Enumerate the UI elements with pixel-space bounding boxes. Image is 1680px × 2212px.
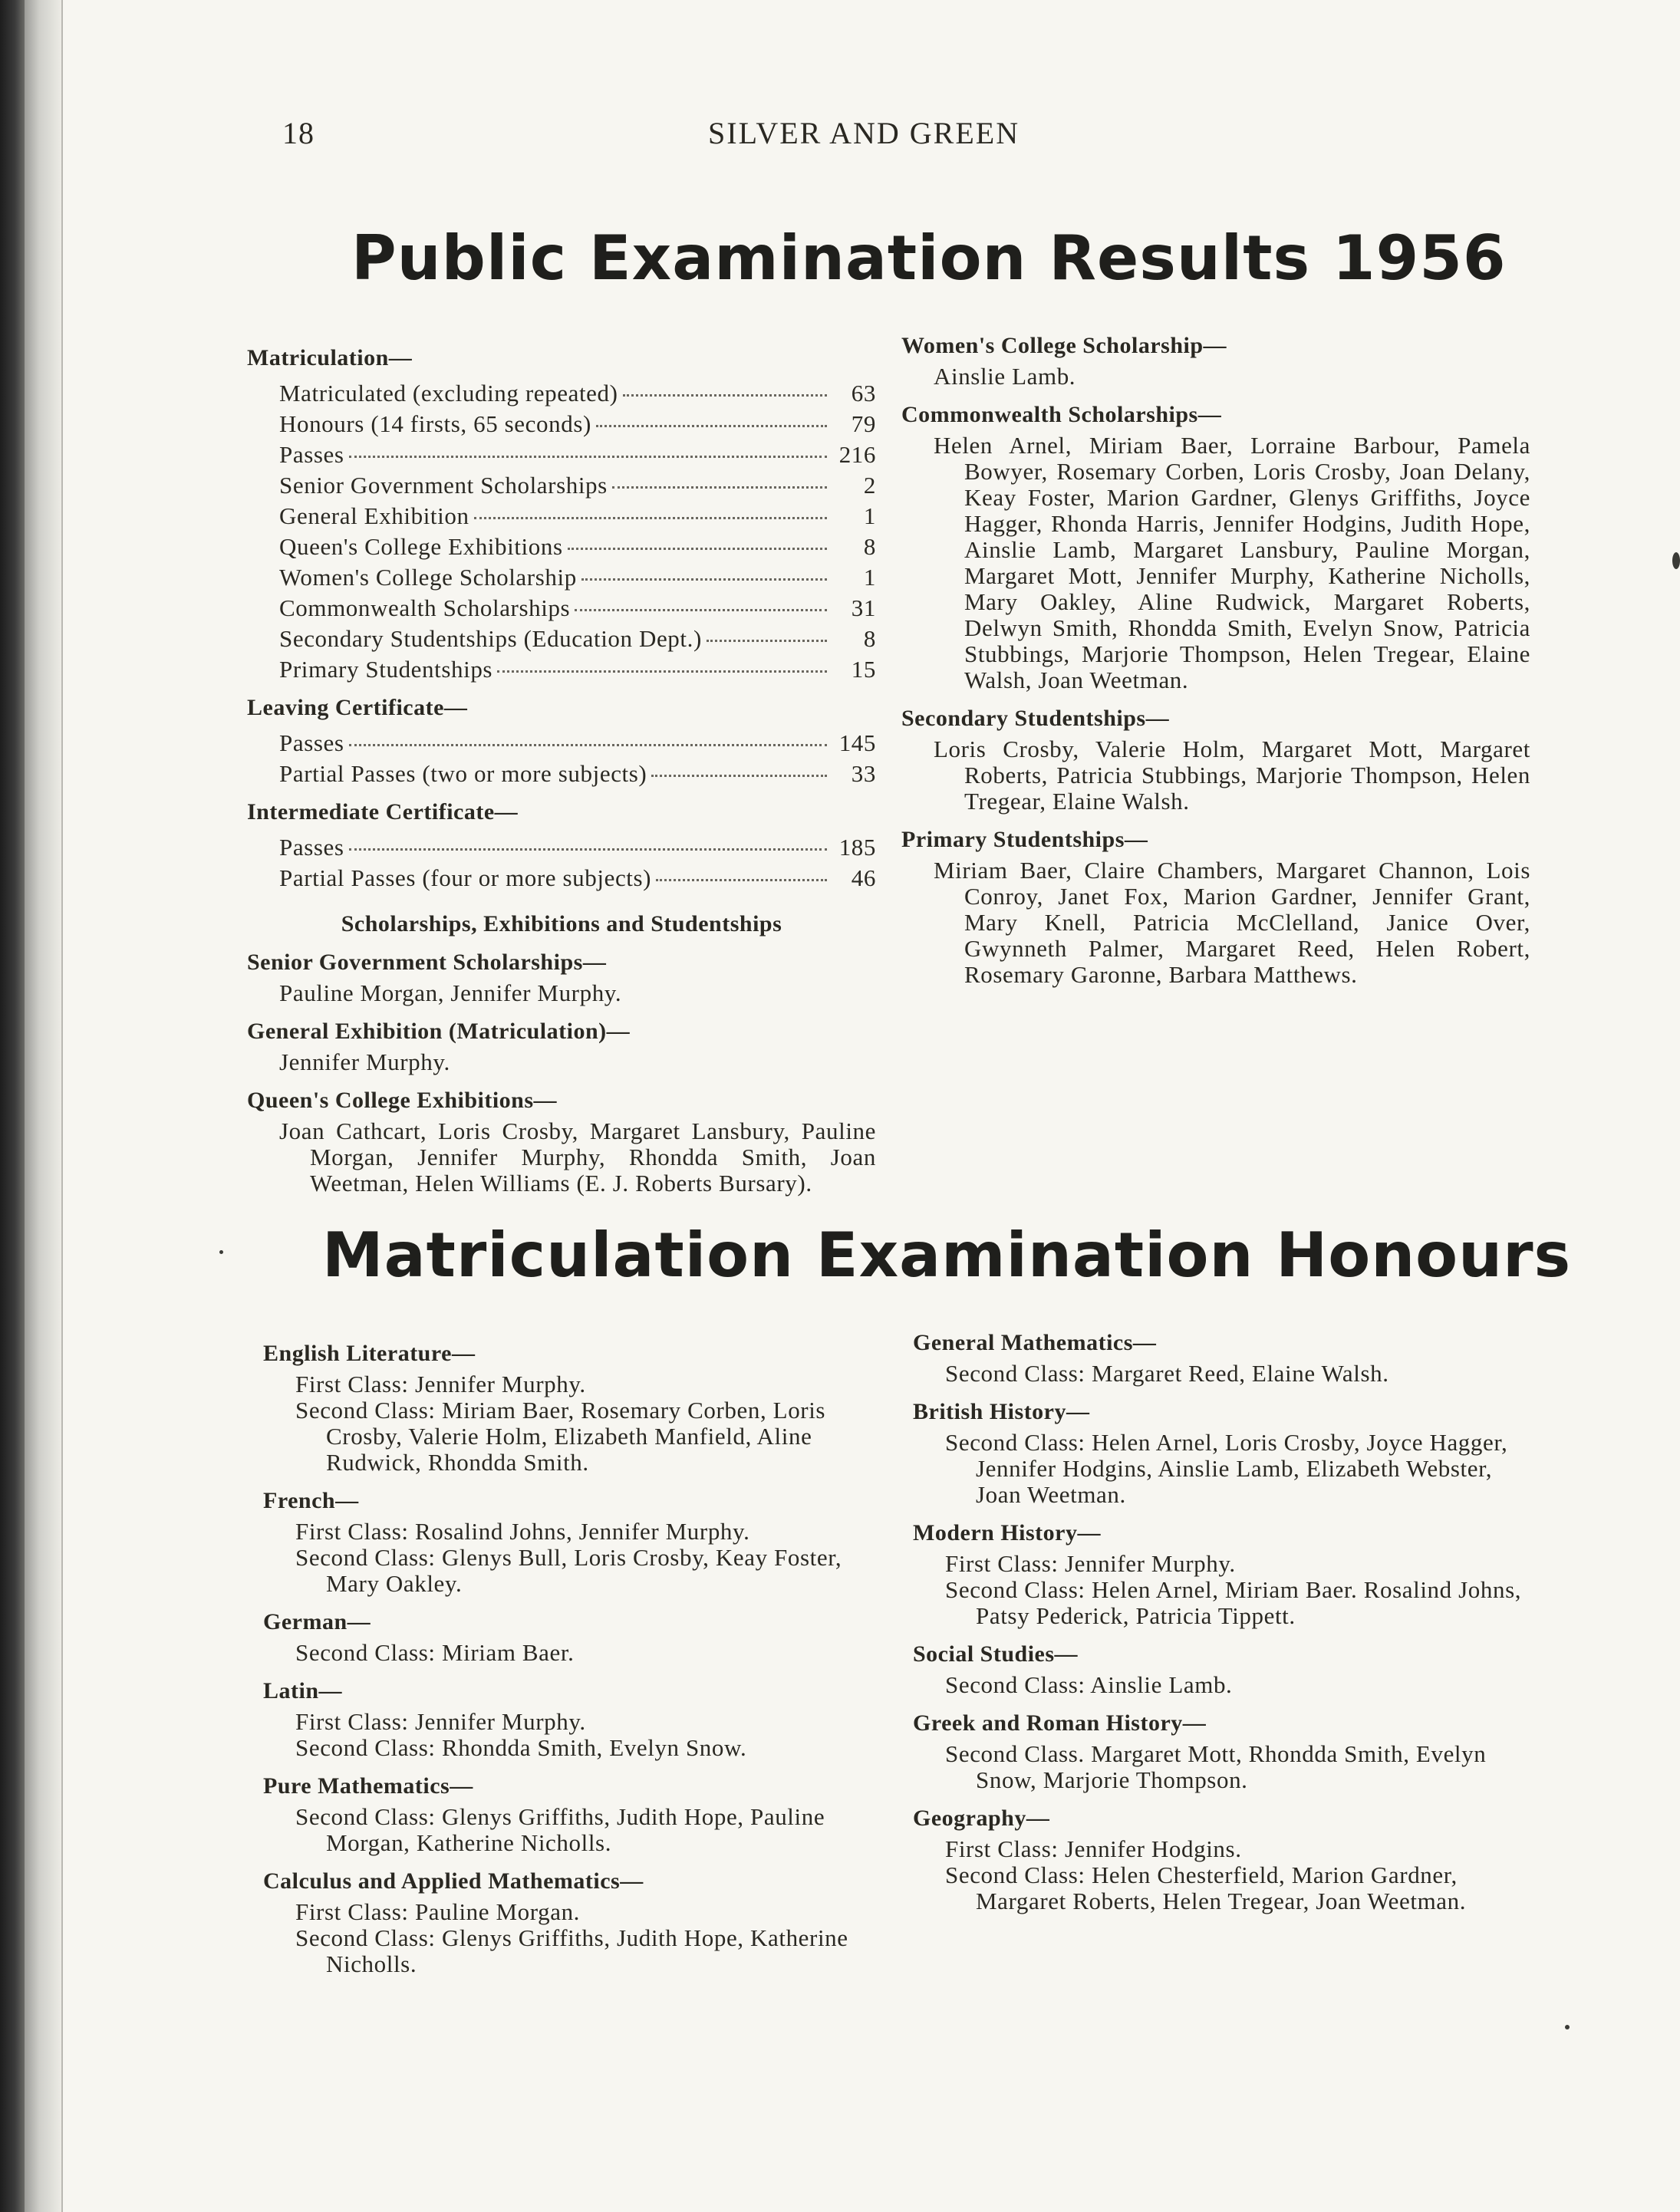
section-title-results: Public Examination Results 1956 xyxy=(351,222,1507,294)
row-value: 33 xyxy=(851,760,876,787)
leader-dots xyxy=(568,525,827,550)
first-class-line: First Class: Jennifer Murphy. xyxy=(295,1371,586,1397)
row-value: 2 xyxy=(863,472,876,499)
leaving-certificate-table xyxy=(247,726,876,787)
english-literature-heading: English Literature— xyxy=(263,1341,476,1366)
second-class-line: Second Class: Helen Chesterfield, Marion Gardner, Margaret Roberts, Helen Tregear, Joan Weetman. xyxy=(945,1861,1467,1914)
row-label: Senior Government Scholarships xyxy=(279,472,608,499)
page-mark xyxy=(219,1250,223,1254)
leader-dots xyxy=(349,721,827,746)
honours-column-left xyxy=(263,1341,886,1977)
first-class-line: First Class: Pauline Morgan. xyxy=(295,1898,581,1925)
row-label: Honours (14 firsts, 65 seconds) xyxy=(279,410,591,437)
leader-dots xyxy=(474,494,827,519)
matriculation-table xyxy=(247,376,876,683)
row-value: 31 xyxy=(851,594,876,621)
row-label: Women's College Scholarship xyxy=(279,564,577,591)
second-class-line: Second Class: Glenys Bull, Loris Crosby, Keay Foster, Mary Oakley. xyxy=(295,1544,842,1597)
page-edge-line xyxy=(61,0,63,2212)
second-class-line: Second Class: Glenys Griffiths, Judith Hope, Pauline Morgan, Katherine Nicholls. xyxy=(295,1803,825,1856)
greek-roman-history-heading: Greek and Roman History— xyxy=(913,1710,1207,1736)
general-mathematics-heading: General Mathematics— xyxy=(913,1330,1157,1355)
second-class-line: Second Class: Margaret Reed, Elaine Walsh. xyxy=(945,1360,1389,1387)
second-class-line: Second Class: Miriam Baer. xyxy=(295,1639,575,1666)
calculus-heading: Calculus and Applied Mathematics— xyxy=(263,1868,644,1894)
general-exhibition-names: Jennifer Murphy. xyxy=(279,1048,450,1075)
leaving-certificate-heading: Leaving Certificate— xyxy=(247,695,468,720)
british-history-heading: British History— xyxy=(913,1399,1090,1424)
row-label: Commonwealth Scholarships xyxy=(279,594,571,621)
row-value: 46 xyxy=(851,864,876,891)
page-mark xyxy=(1672,552,1680,569)
first-class-line: First Class: Jennifer Murphy. xyxy=(945,1550,1236,1577)
second-class-line: Second Class: Helen Arnel, Miriam Baer. Rosalind Johns, Patsy Pederick, Patricia Tippett. xyxy=(945,1576,1522,1629)
row-label: Primary Studentships xyxy=(279,656,493,683)
geography-heading: Geography— xyxy=(913,1805,1050,1831)
row-label: Matriculated (excluding repeated) xyxy=(279,380,618,407)
table-row xyxy=(279,861,876,891)
first-class-line: First Class: Rosalind Johns, Jennifer Murphy. xyxy=(295,1518,750,1545)
row-label: Passes xyxy=(279,729,344,756)
second-class-line: Second Class: Miriam Baer, Rosemary Corben, Loris Crosby, Valerie Holm, Elizabeth Manfield, Aline Rudwick, Rhondda Smith. xyxy=(295,1397,826,1476)
leader-dots xyxy=(575,586,827,611)
senior-government-heading: Senior Government Scholarships— xyxy=(247,950,607,975)
row-value: 145 xyxy=(838,729,876,756)
row-value: 63 xyxy=(851,380,876,407)
leader-dots xyxy=(581,555,827,581)
row-value: 216 xyxy=(838,441,876,468)
first-class-line: First Class: Jennifer Murphy. xyxy=(295,1708,586,1735)
section-title-honours: Matriculation Examination Honours xyxy=(322,1220,1572,1291)
row-value: 79 xyxy=(851,410,876,437)
table-row xyxy=(279,756,876,787)
row-label: Passes xyxy=(279,441,344,468)
row-label: Passes xyxy=(279,834,344,861)
modern-history-heading: Modern History— xyxy=(913,1520,1101,1545)
intermediate-certificate-heading: Intermediate Certificate— xyxy=(247,799,519,825)
honours-column-right xyxy=(913,1330,1530,1914)
latin-heading: Latin— xyxy=(263,1678,343,1703)
results-column-right xyxy=(901,333,1530,988)
row-label: General Exhibition xyxy=(279,502,469,529)
french-heading: French— xyxy=(263,1488,359,1513)
second-class-line: Second Class. Margaret Mott, Rhondda Smith, Evelyn Snow, Marjorie Thompson. xyxy=(945,1740,1487,1793)
row-value: 8 xyxy=(863,533,876,560)
results-column-left xyxy=(247,345,876,1197)
leader-dots xyxy=(651,752,827,777)
matriculation-heading: Matriculation— xyxy=(247,345,413,370)
leader-dots xyxy=(596,402,827,427)
pure-mathematics-heading: Pure Mathematics— xyxy=(263,1773,473,1799)
leader-dots xyxy=(349,433,827,458)
running-title: SILVER AND GREEN xyxy=(708,116,1020,150)
queens-college-names: Joan Cathcart, Loris Crosby, Margaret Lansbury, Pauline Morgan, Jennifer Murphy, Rhondda Smith, Joan Weetman, Helen Williams (E. J. Roberts Bursary). xyxy=(279,1118,876,1197)
primary-studentships-names: Miriam Baer, Claire Chambers, Margaret Channon, Lois Conroy, Janet Fox, Marion Gardner, Jennifer Grant, Mary Knell, Patricia McClelland, Janice Over, Gwynneth Palmer, Margaret Reed, Helen Robert, Rosemary Garonne, Barbara Matthews. xyxy=(934,857,1530,988)
senior-government-names: Pauline Morgan, Jennifer Murphy. xyxy=(279,979,622,1006)
row-value: 1 xyxy=(863,502,876,529)
page-stack-edge xyxy=(25,0,61,2212)
german-heading: German— xyxy=(263,1609,371,1634)
leader-dots xyxy=(623,371,827,397)
social-studies-heading: Social Studies— xyxy=(913,1641,1079,1667)
book-spine-shadow xyxy=(0,0,25,2212)
leader-dots xyxy=(656,856,827,881)
womens-college-heading: Women's College Scholarship— xyxy=(901,333,1227,358)
table-row xyxy=(279,652,876,683)
second-class-line: Second Class: Ainslie Lamb. xyxy=(945,1671,1233,1698)
row-label: Secondary Studentships (Education Dept.) xyxy=(279,625,702,652)
leader-dots xyxy=(349,825,827,851)
row-label: Partial Passes (two or more subjects) xyxy=(279,760,647,787)
row-label: Partial Passes (four or more subjects) xyxy=(279,864,652,891)
row-label: Queen's College Exhibitions xyxy=(279,533,563,560)
leader-dots xyxy=(497,647,827,673)
commonwealth-heading: Commonwealth Scholarships— xyxy=(901,402,1222,427)
primary-studentships-heading: Primary Studentships— xyxy=(901,827,1148,852)
leader-dots xyxy=(707,617,827,642)
secondary-studentships-names: Loris Crosby, Valerie Holm, Margaret Mott, Margaret Roberts, Patricia Stubbings, Marjorie Thompson, Helen Tregear, Elaine Walsh. xyxy=(934,736,1530,815)
intermediate-certificate-table xyxy=(247,830,876,891)
row-value: 15 xyxy=(851,656,876,683)
commonwealth-names: Helen Arnel, Miriam Baer, Lorraine Barbour, Pamela Bowyer, Rosemary Corben, Loris Crosby, Joan Delany, Keay Foster, Marion Gardner, Glenys Griffiths, Joyce Hagger, Rhonda Harris, Jennifer Hodgins, Judith Hope, Ainslie Lamb, Margaret Lansbury, Pauline Morgan, Margaret Mott, Jennifer Murphy, Katherine Nicholls, Mary Oakley, Aline Rudwick, Margaret Roberts, Delwyn Smith, Rhondda Smith, Evelyn Snow, Patricia Stubbings, Marjorie Thompson, Helen Tregear, Elaine Walsh, Joan Weetman. xyxy=(934,432,1530,693)
row-value: 185 xyxy=(838,834,876,861)
row-value: 1 xyxy=(863,564,876,591)
secondary-studentships-heading: Secondary Studentships— xyxy=(901,706,1170,731)
second-class-line: Second Class: Rhondda Smith, Evelyn Snow. xyxy=(295,1734,747,1761)
leader-dots xyxy=(612,463,827,489)
page-number: 18 xyxy=(282,116,315,150)
first-class-line: First Class: Jennifer Hodgins. xyxy=(945,1835,1242,1862)
queens-college-heading: Queen's College Exhibitions— xyxy=(247,1088,558,1113)
page-mark xyxy=(1565,2025,1570,2029)
row-value: 8 xyxy=(863,625,876,652)
womens-college-names: Ainslie Lamb. xyxy=(934,363,1076,390)
second-class-line: Second Class: Helen Arnel, Loris Crosby, Joyce Hagger, Jennifer Hodgins, Ainslie Lamb, Elizabeth Webster, Joan Weetman. xyxy=(945,1429,1508,1508)
general-exhibition-heading: General Exhibition (Matriculation)— xyxy=(247,1019,631,1044)
second-class-line: Second Class: Glenys Griffiths, Judith Hope, Katherine Nicholls. xyxy=(295,1924,848,1977)
scholarships-subheading: Scholarships, Exhibitions and Studentships xyxy=(341,911,782,936)
